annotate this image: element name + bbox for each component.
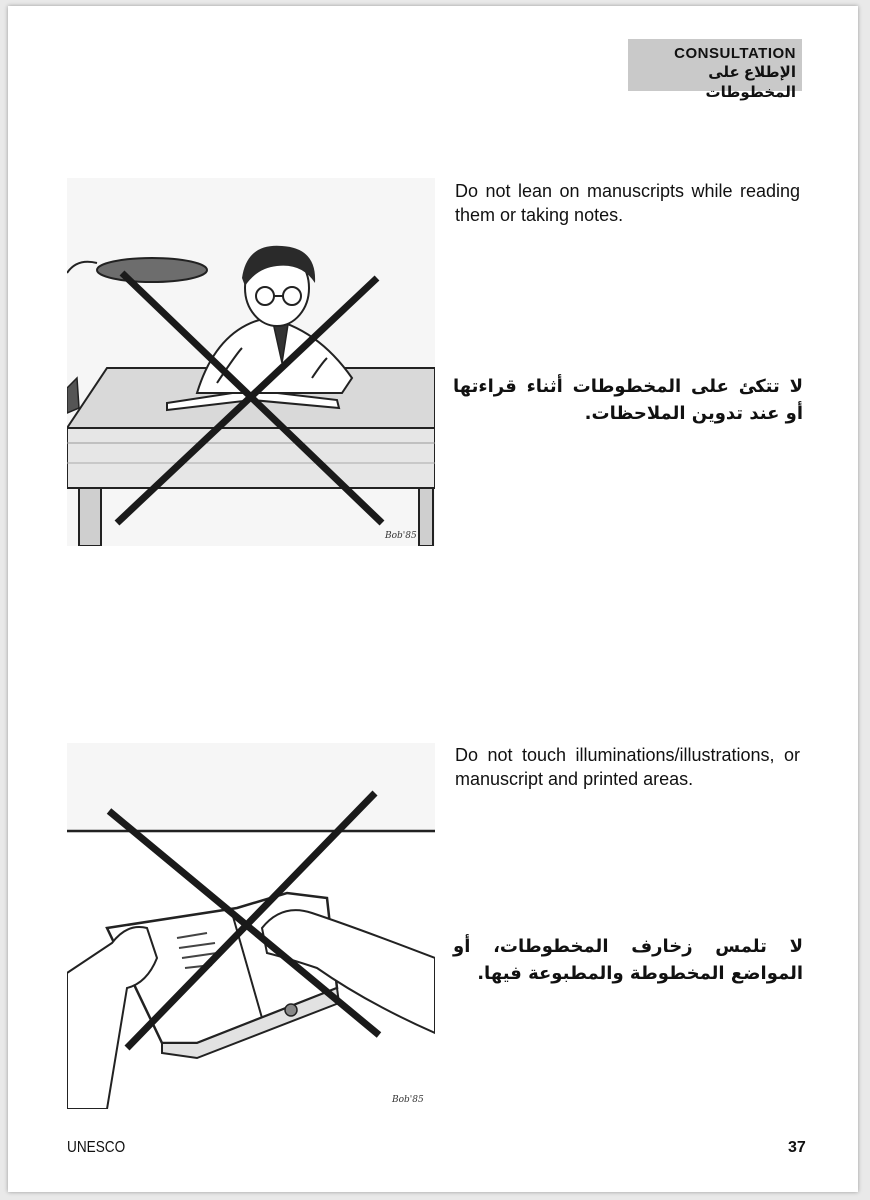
- instruction-1-en: Do not lean on manuscripts while reading them or taking notes.: [455, 181, 800, 225]
- artist-signature: Bob'85: [385, 531, 417, 541]
- desk-leg-left: [79, 488, 101, 546]
- lamp-shade: [97, 258, 207, 282]
- instruction-2-ar: لا تلمس زخارف المخطوطات، أو المواضع المخطوطة والمطبوعة فيها.: [453, 936, 803, 984]
- leaning-illustration-svg: [67, 178, 435, 546]
- touching-illustration-svg: [67, 743, 435, 1109]
- artist-signature: Bob'85: [392, 1095, 424, 1105]
- desk-front: [67, 428, 435, 488]
- header-title-en: CONSULTATION: [674, 45, 796, 62]
- section-header: [628, 39, 802, 101]
- header-title-ar: الإطلاع على المخطوطات: [705, 64, 796, 101]
- instruction-1-ar: لا تتكئ على المخطوطات أثناء قراءتها أو عند تدوين الملاحظات.: [453, 376, 803, 424]
- illustration-touching: [67, 743, 435, 1109]
- footer-publisher: UNESCO: [67, 1139, 126, 1156]
- instruction-2-en: Do not touch illuminations/illustrations, or manuscript and printed areas.: [455, 745, 800, 789]
- page: [8, 6, 858, 1192]
- page-number: 37: [788, 1139, 806, 1156]
- desk-leg-right: [419, 488, 433, 546]
- illustration-leaning: [67, 178, 435, 546]
